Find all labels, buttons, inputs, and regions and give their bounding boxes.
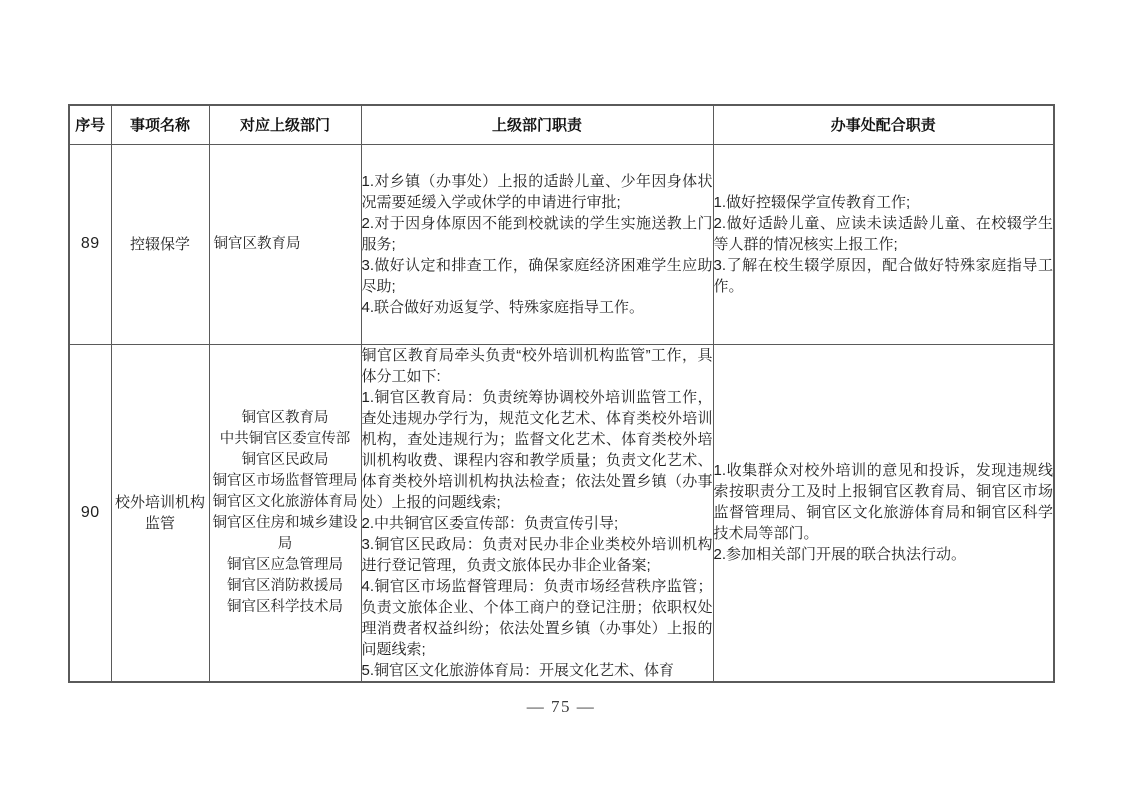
cell-seq: 90	[69, 344, 111, 682]
department-name: 铜官区民政局	[241, 451, 329, 468]
column-header-seq: 序号	[69, 105, 111, 144]
department-name: 铜官区教育局	[241, 409, 329, 426]
duty-paragraph: 4.联合做好劝返复学、特殊家庭指导工作。	[361, 298, 645, 316]
cell-superior-duties	[361, 144, 713, 344]
department-name: 中共铜官区委宣传部	[219, 430, 351, 447]
cell-item-name: 校外培训机构监管	[111, 344, 209, 682]
duty-paragraph: 铜官区教育局牵头负责“校外培训机构监管”工作，具体分工如下:	[361, 346, 713, 385]
department-name: 铜官区消防救援局	[227, 577, 343, 594]
duty-paragraph: 3.铜官区民政局：负责对民办非企业类校外培训机构进行登记管理，负责文旅体民办非企业备案;	[361, 535, 713, 574]
column-header-superior-dept: 对应上级部门	[209, 105, 361, 144]
cell-superior-duties	[361, 344, 713, 682]
duty-paragraph: 2.参加相关部门开展的联合执法行动。	[713, 546, 967, 563]
duty-paragraph: 1.铜官区教育局：负责统筹协调校外培训监管工作，查处违规办学行为，规范文化艺术、体育类校外培训机构，查处违规行为；监督文化艺术、体育类校外培训机构收费、课程内容和教学质量；负责文化艺术、体育类校外培训机构执法检查；依法处置乡镇（办事处）上报的问题线索;	[361, 388, 713, 511]
duty-paragraph: 3.了解在校生辍学原因，配合做好特殊家庭指导工作。	[713, 256, 1053, 295]
department-name: 铜官区市场监督管理局	[212, 472, 358, 489]
duty-paragraph: 1.做好控辍保学宣传教育工作;	[713, 193, 911, 211]
department-name: 铜官区住房和城乡建设局	[212, 514, 358, 552]
table-row	[69, 344, 1054, 682]
cell-item-name: 控辍保学	[111, 144, 209, 344]
department-name: 铜官区文化旅游体育局	[212, 493, 358, 510]
table-header-row	[69, 105, 1054, 144]
cell-departments	[209, 144, 361, 344]
table-row	[69, 144, 1054, 344]
cell-seq: 89	[69, 144, 111, 344]
responsibility-table	[68, 104, 1055, 683]
duty-paragraph: 1.收集群众对校外培训的意见和投诉，发现违规线索按职责分工及时上报铜官区教育局、铜官区市场监督管理局、铜官区文化旅游体育局和铜官区科学技术局等部门。	[713, 462, 1053, 542]
cell-office-duties	[713, 344, 1054, 682]
department-name: 铜官区教育局	[213, 235, 301, 252]
duty-paragraph: 1.对乡镇（办事处）上报的适龄儿童、少年因身体状况需要延缓入学或休学的申请进行审批;	[361, 172, 713, 211]
cell-office-duties	[713, 144, 1054, 344]
column-header-superior-duties: 上级部门职责	[361, 105, 713, 144]
duty-paragraph: 2.做好适龄儿童、应读未读适龄儿童、在校辍学生等人群的情况核实上报工作;	[713, 214, 1053, 253]
column-header-item-name: 事项名称	[111, 105, 209, 144]
cell-departments	[209, 344, 361, 682]
column-header-office-duties: 办事处配合职责	[713, 105, 1054, 144]
duty-paragraph: 2.对于因身体原因不能到校就读的学生实施送教上门服务;	[361, 214, 713, 253]
duty-paragraph: 3.做好认定和排查工作，确保家庭经济困难学生应助尽助;	[361, 256, 713, 295]
duty-paragraph: 4.铜官区市场监督管理局：负责市场经营秩序监管；负责文旅体企业、个体工商户的登记注册；依职权处理消费者权益纠纷；依法处置乡镇（办事处）上报的问题线索;	[361, 577, 713, 658]
department-name: 铜官区科学技术局	[227, 598, 343, 615]
duty-paragraph: 5.铜官区文化旅游体育局：开展文化艺术、体育	[361, 661, 675, 679]
department-name: 铜官区应急管理局	[227, 556, 343, 573]
duty-paragraph: 2.中共铜官区委宣传部：负责宣传引导;	[361, 514, 619, 532]
page-number: — 75 —	[526, 697, 596, 716]
